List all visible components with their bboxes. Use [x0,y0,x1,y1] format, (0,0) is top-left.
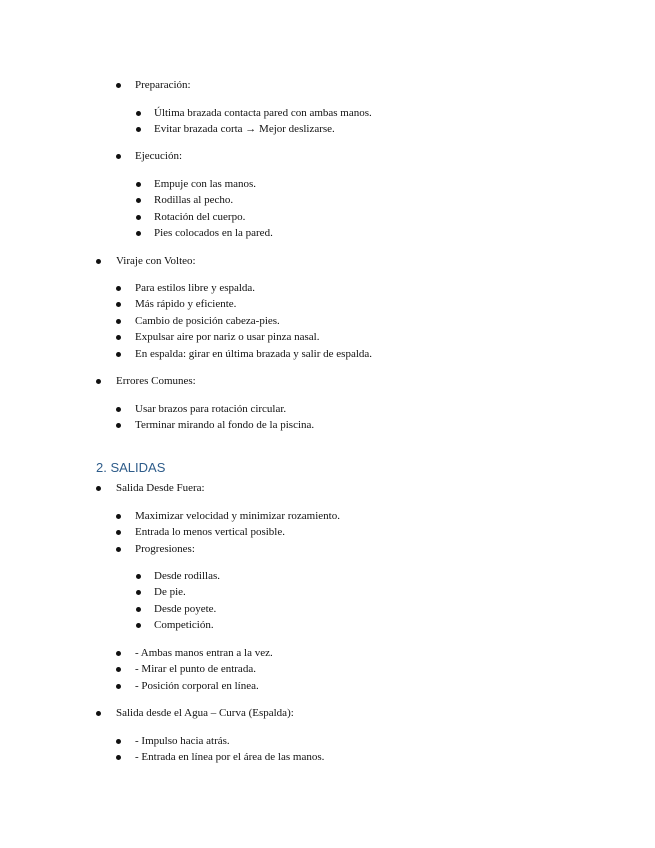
list-item-text: De pie. [154,586,186,598]
bullet-icon [136,111,141,116]
salida-fuera-label: Salida Desde Fuera: [116,482,205,494]
list-item-text: Rotación del cuerpo. [154,211,246,223]
list-item-text: Usar brazos para rotación circular. [135,403,287,415]
list-item-text: Última brazada contacta pared con ambas manos. [154,107,372,119]
bullet-icon [116,302,121,307]
preparacion-label: Preparación: [135,79,191,91]
bullet-icon [116,286,121,291]
list-item-text: Maximizar velocidad y minimizar rozamiento. [135,510,340,522]
bullet-icon [96,711,101,716]
bullet-icon [136,607,141,612]
bullet-icon [96,259,101,264]
bullet-icon [136,182,141,187]
errores-label: Errores Comunes: [116,375,196,387]
bullet-icon [116,352,121,357]
list-item-text: - Mirar el punto de entrada. [135,663,256,675]
bullet-icon [116,530,121,535]
bullet-icon [116,319,121,324]
list-item-text: - Entrada en línea por el área de las manos. [135,751,325,763]
list-item-text: Expulsar aire por nariz o usar pinza nasal. [135,331,320,343]
bullet-icon [96,486,101,491]
salida-agua-label: Salida desde el Agua – Curva (Espalda): [116,707,294,719]
bullet-icon [116,335,121,340]
bullet-icon [116,684,121,689]
ejecucion-label: Ejecución: [135,150,183,162]
bullet-icon [116,407,121,412]
viraje-volteo-label: Viraje con Volteo: [116,255,196,267]
bullet-icon [116,83,121,88]
list-item-text: Terminar mirando al fondo de la piscina. [135,419,315,431]
list-item-text: - Impulso hacia atrás. [135,735,230,747]
bullet-icon [116,739,121,744]
list-item-text: Cambio de posición cabeza-pies. [135,315,280,327]
list-item-text: Rodillas al pecho. [154,194,234,206]
bullet-icon [136,231,141,236]
list-item-text: Empuje con las manos. [154,178,257,190]
list-item-text: Progresiones: [135,543,195,555]
bullet-icon [136,198,141,203]
section-heading: 2. SALIDAS [96,460,166,475]
list-item-text: Entrada lo menos vertical posible. [135,526,285,538]
list-item-text: Desde poyete. [154,603,217,615]
list-item-text: Para estilos libre y espalda. [135,282,256,294]
bullet-icon [116,154,121,159]
bullet-icon [136,127,141,132]
list-item-text: En espalda: girar en última brazada y salir de espalda. [135,348,373,360]
bullet-icon [136,574,141,579]
list-item-text: Desde rodillas. [154,570,220,582]
bullet-icon [96,379,101,384]
bullet-icon [136,623,141,628]
list-item-text: Más rápido y eficiente. [135,298,237,310]
bullet-icon [116,651,121,656]
bullet-icon [136,590,141,595]
bullet-icon [116,423,121,428]
list-item-text: Pies colocados en la pared. [154,227,273,239]
bullet-icon [136,215,141,220]
list-item-text: - Posición corporal en línea. [135,680,259,692]
bullet-icon [116,547,121,552]
bullet-icon [116,667,121,672]
list-item-text: - Ambas manos entran a la vez. [135,647,273,659]
bullet-icon [116,514,121,519]
list-item-text: Competición. [154,619,214,631]
bullet-icon [116,755,121,760]
list-item-text: Evitar brazada corta → Mejor deslizarse. [154,123,335,135]
